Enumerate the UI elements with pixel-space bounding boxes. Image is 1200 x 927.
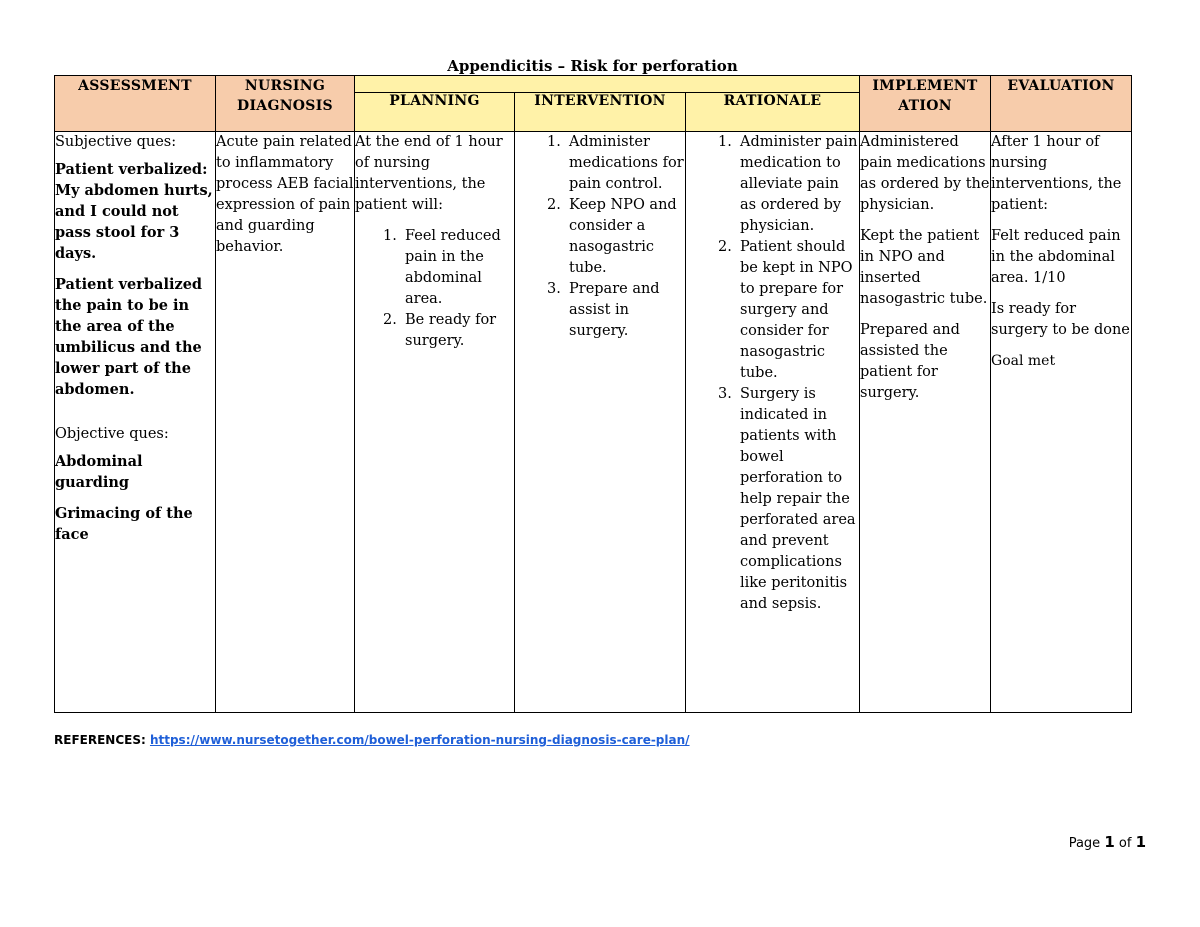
header-band — [355, 76, 860, 93]
header-evaluation: EVALUATION — [991, 76, 1132, 132]
evaluation-text-1: After 1 hour of nursing interventions, the patient: — [991, 134, 1122, 213]
references — [54, 733, 690, 747]
references-label: REFERENCES: — [54, 733, 146, 747]
reference-link[interactable]: https://www.nursetogether.com/bowel-perforation-nursing-diagnosis-care-plan/ — [149, 733, 690, 747]
diagnosis-text: Acute pain related to inflammatory process AEB facial expression of pain and guarding behavior. — [216, 134, 354, 255]
intervention-list — [515, 132, 685, 342]
header-intervention: INTERVENTION — [515, 93, 686, 132]
subjective-label: Subjective ques: — [55, 134, 177, 150]
planning-intro: At the end of 1 hour of nursing interventions, the patient will: — [355, 134, 503, 213]
implementation-text-3: Prepared and assisted the patient for surgery. — [860, 322, 960, 401]
list-item: 2. Patient should be kept in NPO to prepare for surgery and consider for nasogastric tube. — [718, 239, 853, 381]
evaluation-goal: Goal met — [991, 353, 1056, 369]
list-item: 2. Be ready for surgery. — [383, 312, 497, 349]
page-footer — [1069, 833, 1146, 851]
page-number: 1 — [1104, 833, 1115, 851]
diagnosis-cell — [216, 132, 355, 713]
assessment-cell — [55, 132, 216, 713]
header-rationale: RATIONALE — [686, 93, 860, 132]
list-item: 2. Keep NPO and consider a nasogastric tube. — [547, 197, 677, 276]
document-title: Appendicitis – Risk for perforation — [447, 57, 738, 75]
list-item: 1. Administer medications for pain control. — [547, 134, 684, 192]
implementation-cell — [860, 132, 991, 713]
header-nursing-diagnosis-line2: DIAGNOSIS — [237, 98, 333, 114]
implementation-text-2: Kept the patient in NPO and inserted nasogastric tube. — [860, 228, 988, 307]
objective-label: Objective ques: — [55, 426, 169, 442]
header-implementation-line1: IMPLEMENT — [872, 78, 978, 94]
rationale-list — [686, 132, 859, 615]
list-item: 3. Prepare and assist in surgery. — [547, 281, 660, 339]
of-word: of — [1118, 836, 1132, 851]
rationale-cell — [686, 132, 860, 713]
header-implementation-line2: ATION — [898, 98, 952, 114]
list-item: 1. Administer pain medication to alleviate pain as ordered by physician. — [718, 134, 858, 234]
table-row — [55, 132, 1132, 713]
header-planning: PLANNING — [355, 93, 515, 132]
header-nursing-diagnosis — [216, 76, 355, 132]
implementation-text-1: Administered pain medications as ordered by the physician. — [860, 134, 990, 213]
list-item: 1. Feel reduced pain in the abdominal area. — [383, 228, 501, 307]
subjective-cue-1: Patient verbalized: My abdomen hurts, and I could not pass stool for 3 days. — [55, 161, 213, 262]
intervention-cell — [515, 132, 686, 713]
planning-list — [355, 226, 514, 352]
page-word: Page — [1068, 836, 1101, 851]
subjective-cue-2: Patient verbalized the pain to be in the area of the umbilicus and the lower part of the abdomen. — [55, 276, 203, 398]
objective-cue-1: Abdominal guarding — [55, 453, 143, 491]
care-plan-table — [54, 75, 1132, 713]
header-implementation — [860, 76, 991, 132]
evaluation-cell — [991, 132, 1132, 713]
evaluation-text-3: Is ready for surgery to be done — [991, 301, 1130, 338]
evaluation-text-2: Felt reduced pain in the abdominal area. 1/10 — [991, 228, 1121, 286]
planning-cell — [355, 132, 515, 713]
list-item: 3. Surgery is indicated in patients with bowel perforation to help repair the perforated area and prevent complications like peritonitis and sepsis. — [718, 386, 856, 612]
header-row-top — [55, 76, 1132, 93]
header-nursing-diagnosis-line1: NURSING — [244, 78, 326, 94]
header-assessment: ASSESSMENT — [55, 76, 216, 132]
page-total: 1 — [1135, 833, 1146, 851]
objective-cue-2: Grimacing of the face — [55, 505, 193, 543]
